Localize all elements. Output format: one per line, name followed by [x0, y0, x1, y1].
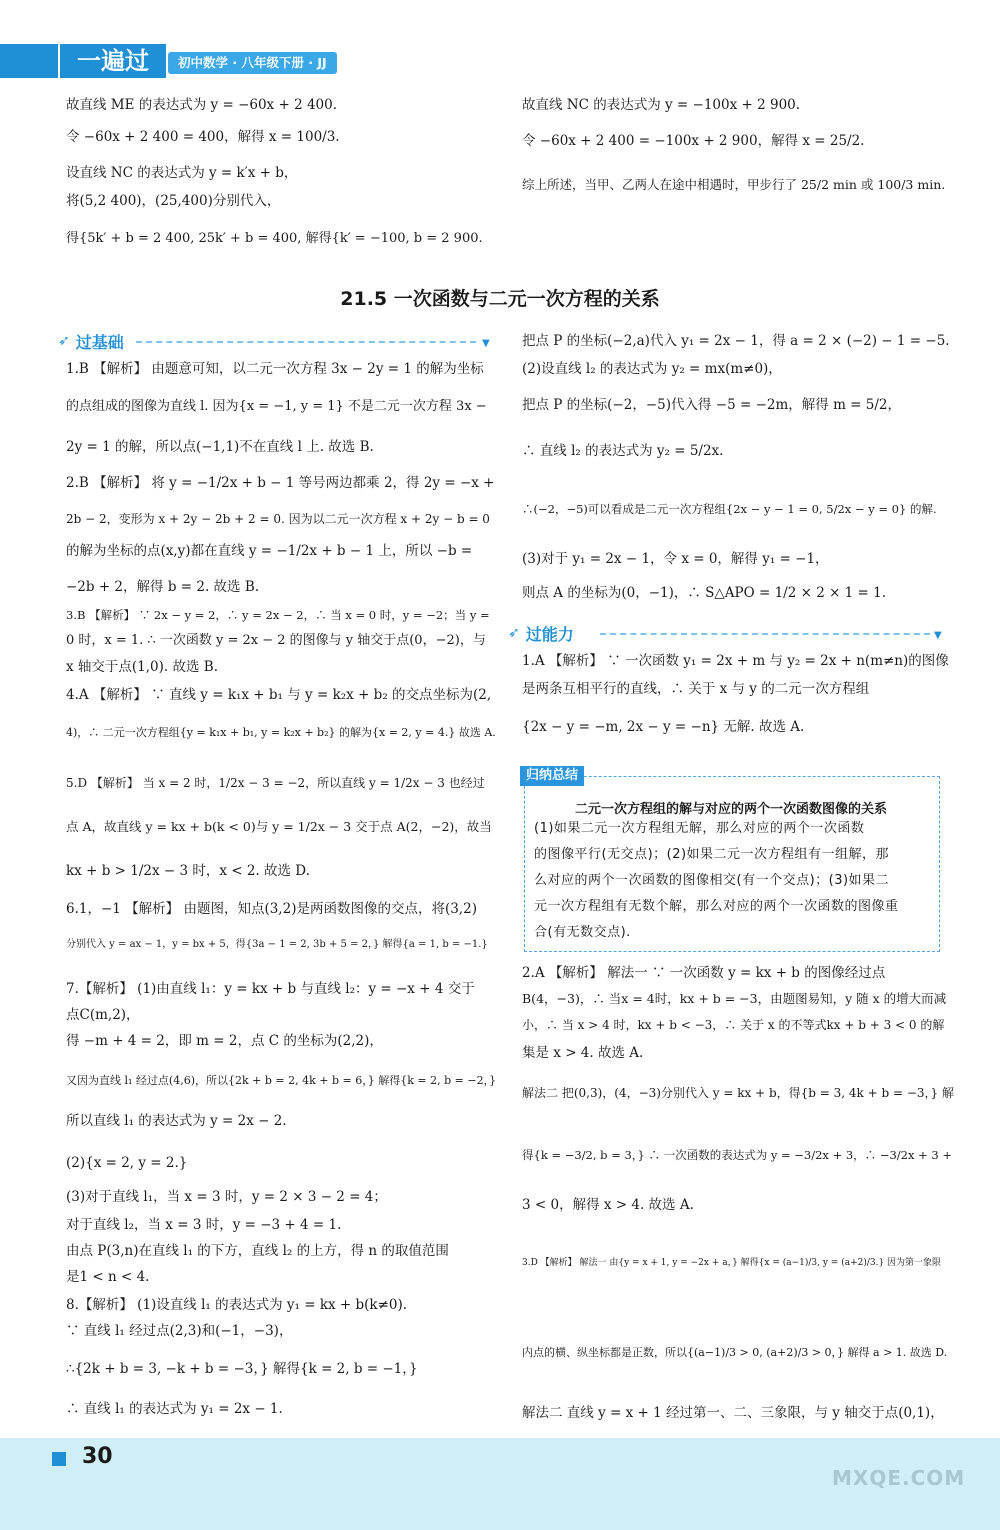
answer-line: (2)设直线 l₂ 的表达式为 y₂ = mx(m≠0)， [522, 361, 782, 377]
watermark: MXQE.COM [832, 1466, 966, 1490]
answer-line: kx + b > 1/2x − 3 时，x < 2. 故选 D. [66, 863, 310, 879]
answer-line: 1.B 【解析】 由题意可知，以二元一次方程 3x − 2y = 1 的解为坐标 [66, 361, 484, 377]
answer-line: 4.A 【解析】 ∵ 直线 y = k₁x + b₁ 与 y = k₂x + b₂ 的交点坐标为(2, [66, 687, 492, 703]
answer-line: (3)对于 y₁ = 2x − 1，令 x = 0，解得 y₁ = −1， [522, 551, 829, 567]
answer-line: 7.【解析】 (1)由直线 l₁：y = kx + b 与直线 l₂：y = −x + 4 交于 [66, 981, 475, 997]
answer-line: 所以直线 l₁ 的表达式为 y = 2x − 2. [66, 1113, 287, 1129]
text-line: 得{5k′ + b = 2 400, 25k′ + b = 400, 解得{k′ = −100, b = 2 900. [66, 231, 483, 246]
answer-line: 内点的横、纵坐标都是正数，所以{(a−1)/3 > 0, (a+2)/3 > 0，} 解得 a > 1. 故选 D. [522, 1346, 948, 1359]
answer-line: B(4，−3)，∴ 当x = 4时，kx + b = −3，由题图易知，y 随 x 的增大而减 [522, 991, 947, 1006]
summary-line: 合(有无数交点). [534, 925, 631, 940]
header-bar [0, 44, 400, 78]
summary-line: 的图像平行(无交点)；(2)如果二元一次方程组有一组解，那 [534, 847, 890, 862]
dashed-rule [600, 633, 930, 635]
text-line: 设直线 NC 的表达式为 y = k′x + b， [66, 165, 298, 181]
text-line: 令 −60x + 2 400 = 400，解得 x = 100/3. [66, 129, 340, 145]
answer-line: 3.B 【解析】 ∵ 2x − y = 2，∴ y = 2x − 2，∴ 当 x = 0 时，y = −2；当 y = [66, 608, 490, 622]
summary-title: 二元一次方程组的解与对应的两个一次函数图像的关系 [574, 802, 887, 817]
answer-line: (2){x = 2, y = 2.} [66, 1155, 188, 1171]
badge-basic [58, 330, 490, 352]
answer-line: 得{k = −3/2, b = 3，} ∴ 一次函数的表达式为 y = −3/2x + 3，∴ −3/2x + 3 + [522, 1148, 953, 1162]
page-marker [52, 1452, 66, 1466]
answer-line: 由点 P(3,n)在直线 l₁ 的下方，直线 l₂ 的上方，得 n 的取值范围 [66, 1243, 449, 1259]
answer-line: 3 < 0，解得 x > 4. 故选 A. [522, 1197, 694, 1213]
answer-line: −2b + 2，解得 b = 2. 故选 B. [66, 579, 260, 595]
summary-line: 元一次方程组有无数个解，那么对应的两个一次函数的图像重 [534, 899, 899, 914]
page-number: 30 [82, 1444, 113, 1469]
answer-line: 对于直线 l₂，当 x = 3 时，y = −3 + 4 = 1. [66, 1217, 342, 1233]
answer-line: 分别代入 y = ax − 1，y = bx + 5，得{3a − 1 = 2, 3b + 5 = 2，} 解得{a = 1, b = −1.} [66, 939, 488, 950]
summary-head: 归纳总结 [520, 766, 584, 786]
text-line: 将(5,2 400)，(25,400)分别代入， [66, 193, 281, 209]
answer-line: 集是 x > 4. 故选 A. [522, 1045, 644, 1061]
brand-logo: 一遍过 [60, 44, 166, 78]
summary-text [534, 816, 934, 946]
answer-line: 的解为坐标的点(x,y)都在直线 y = −1/2x + b − 1 上，所以 −b = [66, 543, 473, 559]
answer-line: 2y = 1 的解，所以点(−1,1)不在直线 l 上. 故选 B. [66, 439, 374, 455]
answer-line: ∴{2k + b = 3, −k + b = −3，} 解得{k = 2, b = −1，} [66, 1361, 418, 1377]
answer-line: 8.【解析】 (1)设直线 l₁ 的表达式为 y₁ = kx + b(k≠0). [66, 1297, 408, 1313]
answer-line: 0 时，x = 1. ∴ 一次函数 y = 2x − 2 的图像与 y 轴交于点(0，−2)，与 [66, 633, 486, 648]
answer-line: ∴(−2，−5)可以看成是二元一次方程组{2x − y − 1 = 0, 5/2x − y = 0} 的解. [522, 502, 937, 516]
answer-line: ∴ 直线 l₂ 的表达式为 y₂ = 5/2x. [522, 443, 724, 459]
answer-line: 2.B 【解析】 将 y = −1/2x + b − 1 等号两边都乘 2，得 2y = −x + [66, 475, 495, 491]
chevron-down-icon: ▼ [482, 338, 490, 349]
answer-line: 把点 P 的坐标(−2,a)代入 y₁ = 2x − 1，得 a = 2 × (−2) − 1 = −5. [522, 333, 950, 349]
text-line: 故直线 NC 的表达式为 y = −100x + 2 900. [522, 97, 801, 113]
answer-line: ∵ 直线 l₁ 经过点(2,3)和(−1，−3)， [66, 1323, 293, 1339]
summary-line: 么对应的两个一次函数的图像相交(有一个交点)；(3)如果二 [534, 873, 890, 888]
answer-line: 解法二 直线 y = x + 1 经过第一、二、三象限，与 y 轴交于点(0,1)， [522, 1405, 944, 1421]
text-line: 令 −60x + 2 400 = −100x + 2 900，解得 x = 25/2. [522, 133, 865, 149]
answer-line: 把点 P 的坐标(−2，−5)代入得 −5 = −2m，解得 m = 5/2， [522, 397, 902, 413]
answer-line: 小，∴ 当 x > 4 时，kx + b < −3，∴ 关于 x 的不等式kx + b + 3 < 0 的解 [522, 1018, 945, 1032]
header-accent [0, 44, 58, 78]
answer-line: {2x − y = −m, 2x − y = −n} 无解. 故选 A. [522, 719, 805, 735]
answer-line: 是1 < n < 4. [66, 1269, 150, 1285]
answer-line: 又因为直线 l₁ 经过点(4,6)，所以{2k + b = 2, 4k + b = 6，} 解得{k = 2, b = −2，} [66, 1074, 497, 1087]
answer-line: 点C(m,2)， [66, 1007, 140, 1023]
answer-line: 2.A 【解析】 解法一 ∵ 一次函数 y = kx + b 的图像经过点 [522, 965, 886, 981]
answer-line: 的点组成的图像为直线 l. 因为{x = −1, y = 1} 不是二元一次方程 3x − [66, 399, 487, 414]
dashed-rule [136, 341, 476, 343]
answer-line: 3.D 【解析】 解法一 由{y = x + 1, y = −2x + a，} 解得{x = (a−1)/3, y = (a+2)/3.} 因为第一象限 [522, 1258, 942, 1268]
book-tag: 初中数学 · 八年级下册 · JJ [168, 52, 337, 74]
answer-line: 则点 A 的坐标为(0，−1)，∴ S△APO = 1/2 × 2 × 1 = 1. [522, 585, 887, 601]
summary-line: (1)如果二元一次方程组无解，那么对应的两个一次函数 [534, 821, 865, 836]
badge-wing-icon: ➶ [58, 333, 70, 349]
answer-line: 2b − 2，变形为 x + 2y − 2b + 2 = 0. 因为以二元一次方程 x + 2y − b = 0 [66, 512, 490, 526]
answer-line: 是两条互相平行的直线，∴ 关于 x 与 y 的二元一次方程组 [522, 681, 870, 697]
text-line: 综上所述，当甲、乙两人在途中相遇时，甲步行了 25/2 min 或 100/3 min. [522, 177, 946, 192]
answer-line: x 轴交于点(1,0). 故选 B. [66, 659, 218, 675]
badge-wing-icon: ➶ [508, 625, 520, 641]
text-line: 故直线 ME 的表达式为 y = −60x + 2 400. [66, 97, 338, 113]
answer-line: 5.D 【解析】 当 x = 2 时，1/2x − 3 = −2，所以直线 y = 1/2x − 3 也经过 [66, 776, 485, 790]
answer-line: ∴ 直线 l₁ 的表达式为 y₁ = 2x − 1. [66, 1401, 283, 1417]
badge-ability-label: 过能力 [525, 624, 574, 644]
badge-ability [508, 622, 940, 644]
answer-line: 6.1，−1 【解析】 由题图，知点(3,2)是两函数图像的交点，将(3,2) [66, 901, 477, 917]
answer-line: 解法二 把(0,3)，(4，−3)分别代入 y = kx + b，得{b = 3, 4k + b = −3，} 解 [522, 1086, 954, 1100]
badge-basic-label: 过基础 [75, 332, 124, 352]
answer-line: (3)对于直线 l₁，当 x = 3 时，y = 2 × 3 − 2 = 4； [66, 1189, 387, 1205]
answer-line: 1.A 【解析】 ∵ 一次函数 y₁ = 2x + m 与 y₂ = 2x + n(m≠n)的图像 [522, 653, 949, 669]
answer-line: 4)，∴ 二元一次方程组{y = k₁x + b₁, y = k₂x + b₂} 的解为{x = 2, y = 4.} 故选 A. [66, 726, 496, 739]
section-title: 21.5 一次函数与二元一次方程的关系 [340, 288, 660, 310]
answer-line: 点 A，故直线 y = kx + b(k < 0)与 y = 1/2x − 3 交于点 A(2，−2)，故当 [66, 819, 492, 834]
answer-line: 得 −m + 4 = 2，即 m = 2，点 C 的坐标为(2,2)， [66, 1033, 383, 1049]
chevron-down-icon: ▼ [934, 630, 942, 641]
